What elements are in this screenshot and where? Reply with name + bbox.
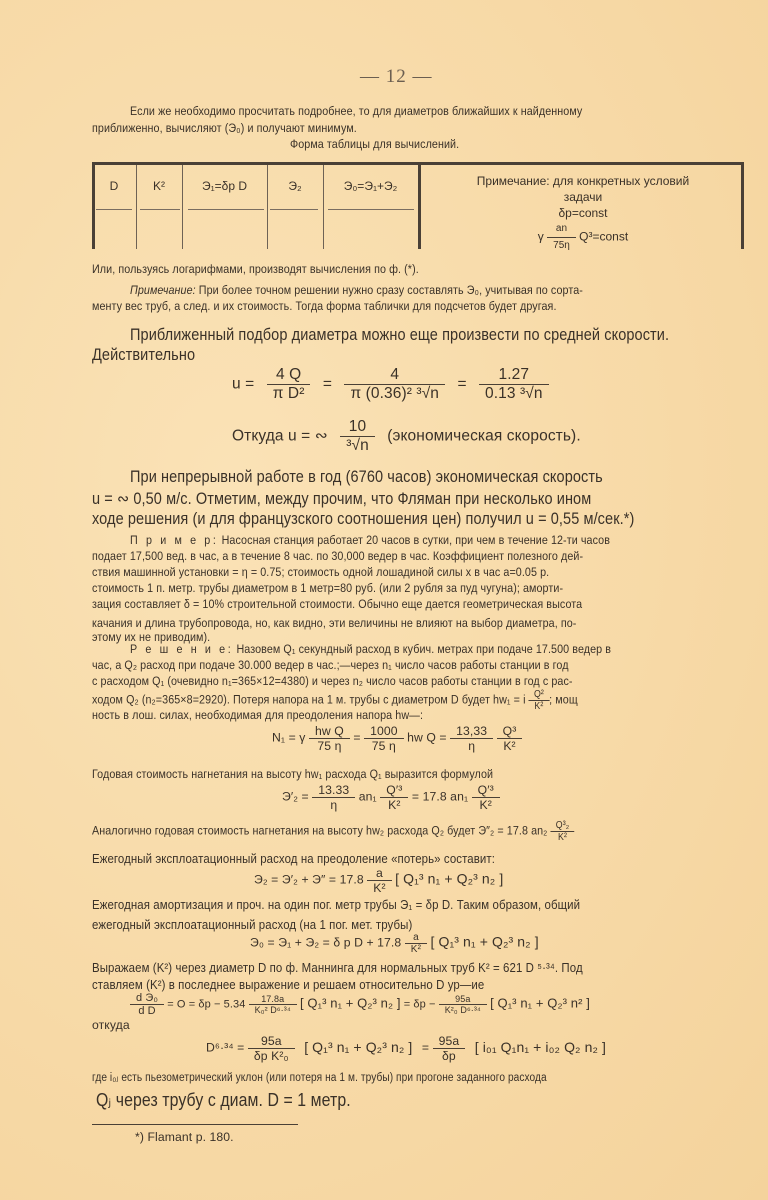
header-D: D <box>109 179 119 193</box>
solution-line-3: с расходом Q₁ (очевидно n₁=365×12=4380) и через n₂ число часов работы станции в год с рас- <box>92 674 573 688</box>
solution-line-4: ходом Q₂ (n₂=365×8=2920). Потеря напора на 1 м. трубы с диаметром D будет hw₁ = i $\frac{\text{Q²}}{\text{K²}}$ ; мощ <box>92 689 578 712</box>
footnote: *) Flamant p. 180. <box>135 1130 234 1144</box>
example-line-6: качания и длина трубопровода, но, как видно, эти величины не влияют на выбор диаметра, по- <box>92 616 577 630</box>
where-line-2: Qⱼ через трубу с диам. D = 1 метр. <box>96 1090 351 1110</box>
losses-line: Ежегодный эксплоатационный расход на преодоление «потерь» составит: <box>92 851 495 866</box>
note-title: Примечание: для конкретных условий <box>476 174 690 188</box>
continuous-line-2: u = ∾ 0,50 м/с. Отметим, между прочим, что Фляман при несколько ином <box>92 490 592 508</box>
note-title-2: задачи <box>563 190 603 204</box>
intro-line-2: приближенно, вычисляют (Э₀) и получают минимум. <box>92 121 357 135</box>
header-E0: Э₀=Э₁+Э₂ <box>343 179 398 193</box>
formula-e0: Э₀ = Э₁ + Э₂ = δ p D + 17.8 $\frac{a}{\text{K²}}$ [ Q₁³ n₁ + Q₂³ n₂ ] <box>250 932 539 955</box>
formula-economic-velocity: Откуда u = ∾ $\frac{10}{\text{³√n}}$ (экономическая скорость). <box>232 418 581 454</box>
where-line-1: где i₀ⱼ есть пьезометрический уклон (или потеря на 1 м. трубы) при прогоне заданного расхода <box>92 1072 547 1084</box>
example-line-5: зация составляет δ = 10% строительной стоимости. Обычно еще дается геометрическая высота <box>92 597 583 611</box>
manning-line-2: ставляем (K²) в последнее выражение и решаем относительно D ур—ие <box>92 977 485 992</box>
continuous-line-3: ходе решения (и для французского соотношения цен) получил u = 0,55 м/сек.*) <box>92 510 635 528</box>
amort-line-1: Ежегодная амортизация и проч. на один пог. метр трубы Э₁ = δp D. Таким образом, общий <box>92 897 581 912</box>
annual-cost-line: Годовая стоимость нагнетания на высоту hw₁ расхода Q₁ выразится формулой <box>92 767 494 781</box>
example-line-3: ствия машинной установки = η = 0.75; стоимость одной лошадиной силы x в час a=0.05 р. <box>92 565 550 579</box>
example-line-4: стоимость 1 п. метр. трубы диаметром в 1 метр=80 руб. (или 2 рубля за пуд чугуна); аморти- <box>92 581 564 595</box>
header-E2: Э₂ <box>288 179 302 193</box>
example-line-7: этому их не приводим). <box>92 630 211 644</box>
approx-line-2: Действительно <box>92 346 196 364</box>
solution-line-1: Р е ш е н и е: Назовем Q₁ секундный расход в кубич. метрах при подаче 17.500 ведер в <box>130 642 612 656</box>
footnote-divider <box>92 1124 298 1125</box>
table-caption: Форма таблицы для вычислений. <box>290 137 460 151</box>
analog-line: Аналогично годовая стоимость нагнетания на высоту hw₂ расхода Q₂ будет Э″₂ = 17.8 an₂ $\frac{\text{Q³₂}}{\text{K²}}$ <box>92 820 575 843</box>
header-K2: K² <box>153 179 165 193</box>
note-line-2: γ $\frac{an}{75\eta}$ Q³=const <box>537 223 629 251</box>
formula-e2: Э₂ = Э′₂ + Э″ = 17.8 $\frac{a}{\text{K²}}$ [ Q₁³ n₁ + Q₂³ n₂ ] <box>254 866 504 895</box>
note-line-1: δp=const <box>558 206 608 220</box>
calculation-table <box>92 162 744 249</box>
solution-line-5: ность в лош. силах, необходимая для преодоления напора hw—: <box>92 708 424 722</box>
example-line-1: П р и м е р: Насосная станция работает 20 часов в сутки, при чем в течение 12-ти часов <box>130 533 611 547</box>
continuous-line-1: При непрерывной работе в год (6760 часов) экономическая скорость <box>130 468 603 486</box>
logs-paragraph: Или, пользуясь логарифмами, производят вычисления по ф. (*). <box>92 262 419 276</box>
note-line-1: Примечание: При более точном решении нужно сразу составлять Э₀, учитывая по сорта- <box>130 283 583 297</box>
formula-velocity: u = $\frac{4 Q}{\text{π D²}}$ = $\frac{4}{\text{π (0.36)² ³√n}}$ = $\frac{1.27}{\text{0.13 ³√n}}$ <box>232 366 557 403</box>
formula-derivative: $\frac{\text{d Э₀}}{\text{d D}}$ = O = δp − 5.34 $\frac{17.8a}{\text{K₀² D⁶·³⁴}}$ [ Q₁³ n₁ + Q₂³ n₂ ] = δp − $\frac{95a}{\text{K²₀ D⁶·³⁴}}$ [ Q₁³ n₁ + Q₂³ n² ] <box>130 992 590 1017</box>
example-line-2: подает 17,500 вед. в час, а в течение 8 час. по 30,000 ведер в час. Коэффициент полезного дей- <box>92 549 584 563</box>
intro-line-1: Если же необходимо просчитать подробнее, то для диаметров ближайших к найденному <box>130 104 583 118</box>
page-number: — 12 — <box>360 66 433 87</box>
table-note <box>422 173 744 254</box>
whence-label: откуда <box>92 1018 130 1032</box>
manning-line-1: Выражаем (K²) через диаметр D по ф. Маннинга для нормальных труб K² = 621 D ⁵·³⁴. Под <box>92 960 583 975</box>
formula-diameter: D⁶·³⁴ = $\frac{95a}{\text{δp K²₀}}$ [ Q₁³ n₁ + Q₂³ n₂ ] = $\frac{95a}{\delta p}$ [ i₀₁ Q₁n₁ + i₀₂ Q₂ n₂ ] <box>206 1034 606 1063</box>
formula-power: N₁ = γ $\frac{\text{hw Q}}{75 \eta}$ = $\frac{1000}{75 \eta}$ hw Q = $\frac{13,33}{\eta}$ $\frac{\text{Q³}}{\text{K²}}$ <box>272 724 522 753</box>
note-line-2: менту вес труб, а след. и их стоимость. Тогда форма таблички для подсчетов будет другая. <box>92 299 557 313</box>
solution-line-2: час, а Q₂ расход при подаче 30.000 ведер в час.;—через n₁ число часов работы станции в год <box>92 658 569 672</box>
header-E1: Э₁=δp D <box>201 179 248 193</box>
approx-line-1: Приближенный подбор диаметра можно еще произвести по средней скорости. <box>130 326 670 344</box>
amort-line-2: ежегодный эксплоатационный расход (на 1 пог. мет. трубы) <box>92 917 413 932</box>
formula-e2-prime: Э′₂ = $\frac{13.33}{\eta}$ an₁ $\frac{\text{Q′³}}{\text{K²}}$ = 17.8 an₁ $\frac{\text{Q′³}}{\text{K²}}$ <box>282 783 500 812</box>
